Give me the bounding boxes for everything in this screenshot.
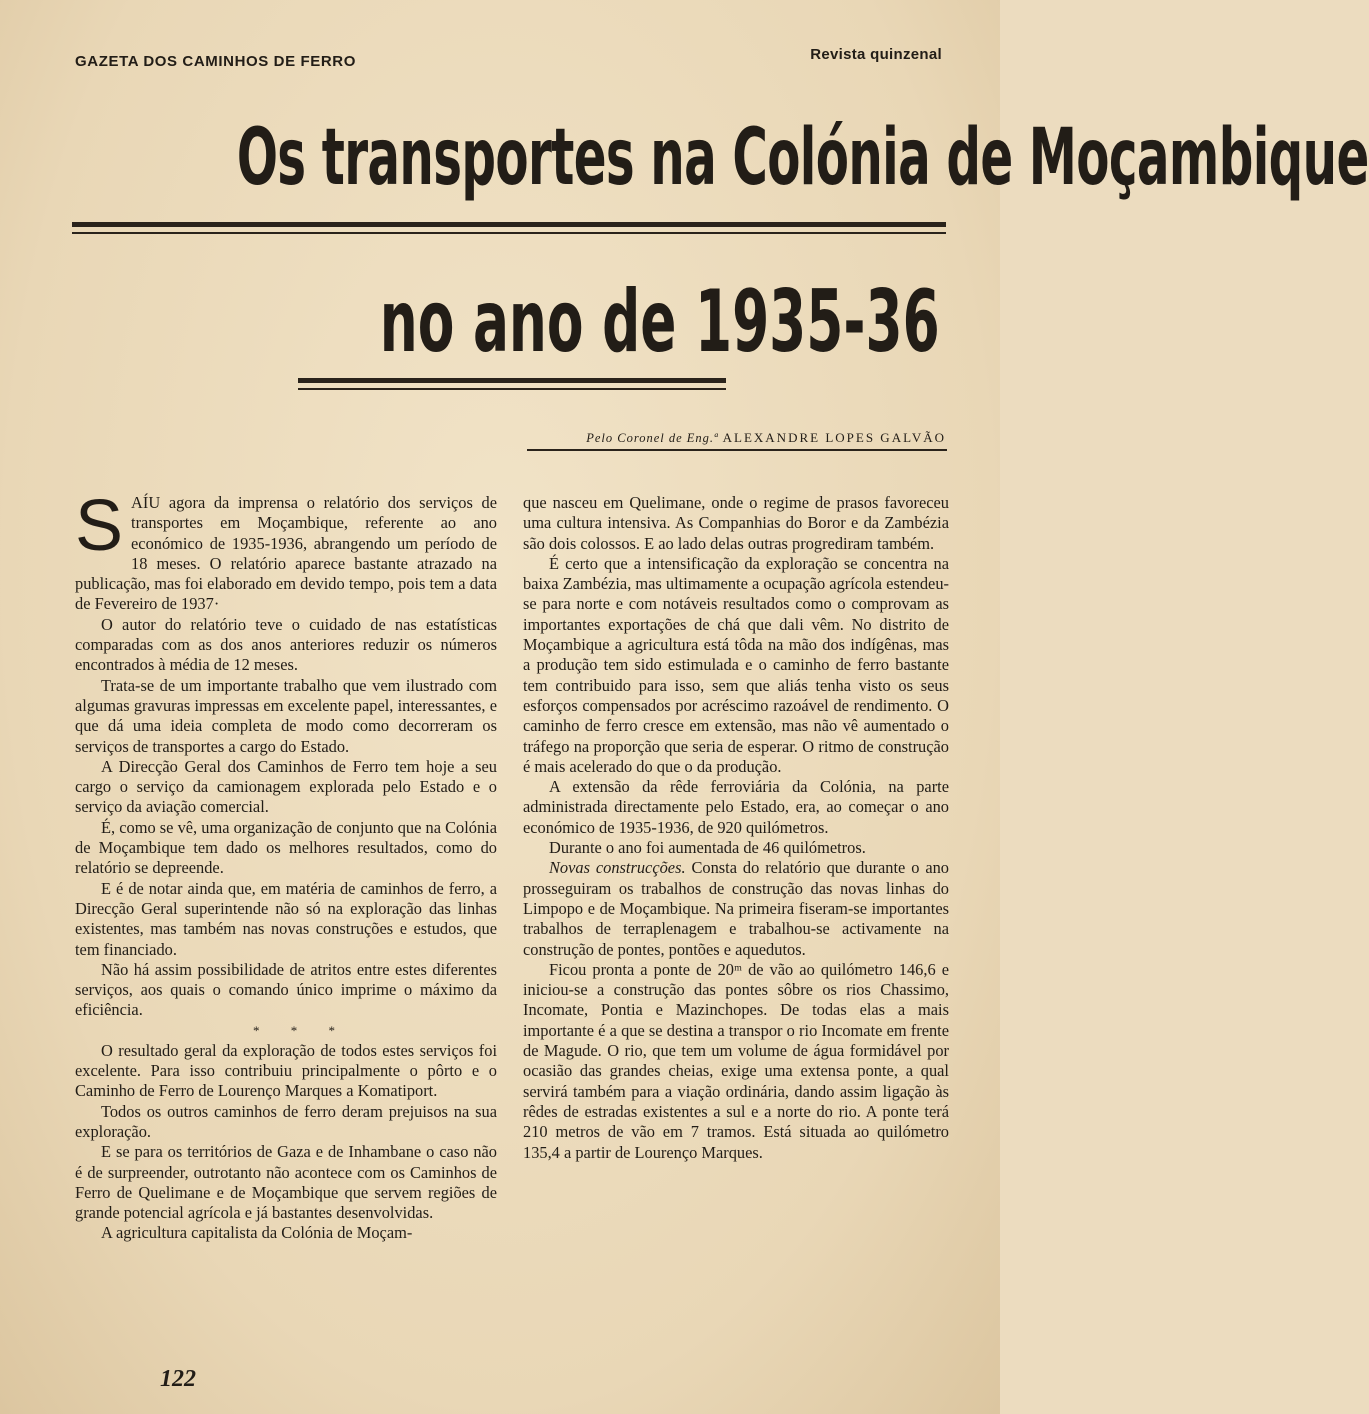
section-heading-novas-construccoes: Novas construcções. [549, 858, 686, 878]
periodicity-label: Revista quinzenal [810, 46, 942, 63]
section-separator: * * * [253, 1022, 349, 1038]
opening-paragraph [75, 486, 497, 615]
byline-rule [527, 449, 947, 451]
paragraph: A extensão da rêde ferroviária da Colónia, na parte administrada directamente pelo Estado, era, ao começar o ano económico de 1935-1936, de 920 quilómetros. [523, 777, 949, 837]
byline-prefix: Pelo Coronel de Eng.ª [586, 431, 719, 445]
title-rule-thin [72, 232, 946, 234]
paragraph: Durante o ano foi aumentada de 46 quilómetros. [549, 838, 866, 858]
subtitle-rule-thick [298, 378, 726, 383]
paragraph: É certo que a intensificação da exploração se concentra na baixa Zambézia, mas ultimamente a ocupação agrícola estendeu-se para norte e com notáveis resultados como o comprovam as importantes exportações de chá que dali vêm. No distrito de Moçambique a agricultura está tôda na mão dos indígênas, mas a produção tem sido estimulada e o caminho de ferro bastante tem contribuido para isso, sem que aliás tenha visto os seus esforços compensados por acréscimo razoável de rendimento. O caminho de ferro cresce em extensão, mas não vê aumentado o tráfego na proporção que seria de esperar. O ritmo de construção é mais acelerado do que o da produção. [523, 553, 949, 776]
article-title-line2: no ano de 1935-36 [379, 272, 940, 372]
paragraph: Ficou pronta a ponte de 20ᵐ de vão ao quilómetro 146,6 e iniciou-se a construção das pontes sôbre os rios Chassimo, Incomate, Pontia e Mazinchopes. De todas elas a mais importante é a que se destina a transpor o rio Incomate em frente de Magude. O rio, que tem um volume de água formidável por ocasião das grandes cheias, exige uma extensa ponte, a qual servirá também para a viação ordinária, dando assim ligação às rêdes de estradas existentes a sul e a norte do rio. A ponte terá 210 metros de vão em 7 tramos. Está situada ao quilómetro 135,4 a partir de Lourenço Marques. [523, 959, 949, 1162]
paragraph: O resultado geral da exploração de todos estes serviços foi excelente. Para isso contribuiu principalmente o pôrto e o Caminho de Ferro de Lourenço Marques a Komatiport. [75, 1040, 497, 1101]
journal-name: GAZETA DOS CAMINHOS DE FERRO [75, 53, 356, 70]
paragraph: que nasceu em Quelimane, onde o regime de prasos favoreceu uma cultura intensiva. As Companhias do Boror e da Zambézia são dois colossos. E ao lado delas outras progrediram também. [523, 493, 949, 553]
left-column [75, 486, 497, 1244]
paragraph: Trata-se de um importante trabalho que vem ilustrado com algumas gravuras impressas em excelente papel, interessantes, e que dá uma ideia completa de modo como decorreram os serviços de transportes a cargo do Estado. [75, 675, 497, 756]
paragraph: AÍU agora da imprensa o relatório dos serviços de transportes em Moçambique, referente ao ano económico de 1935-1936, abrangendo um período de 18 meses. O relatório aparece bastante atrazado na publicação, mas foi elaborado em devido tempo, pois tem a data de Fevereiro de 1937· [75, 493, 497, 614]
paragraph [523, 858, 949, 959]
author-name: ALEXANDRE LOPES GALVÃO [722, 430, 946, 445]
drop-cap: S [75, 486, 124, 566]
paragraph: É, como se vê, uma organização de conjunto que na Colónia de Moçambique tem dado os melhores resultados, como do relatório se depreende. [75, 817, 497, 878]
paragraph: E é de notar ainda que, em matéria de caminhos de ferro, a Direcção Geral superintende não só na exploração das linhas existentes, mas também nas novas construções e estudos, que tem financiado. [75, 878, 497, 959]
subtitle-rule-thin [298, 388, 726, 390]
right-column [523, 493, 949, 1163]
paragraph: A agricultura capitalista da Colónia de Moçam- [101, 1223, 413, 1243]
paragraph: O autor do relatório teve o cuidado de nas estatísticas comparadas com as dos anos anteriores reduzir os números encontrados à média de 12 meses. [75, 614, 497, 675]
title-rule-thick [72, 222, 946, 227]
article-title-line1: Os transportes na Colónia de Moçambique [236, 113, 1369, 203]
paragraph-text: Consta do relatório que durante o ano prosseguiram os trabalhos de construção das novas linhas do Limpopo e de Moçambique. Na primeira fiseram-se importantes trabalhos de terraplenagem e trabalhou-se activamente na construção de pontes, pontões e aquedutos. [523, 858, 949, 959]
paragraph: E se para os territórios de Gaza e de Inhambane o caso não é de surpreender, outrotanto não acontece com os Caminhos de Ferro de Quelimane e de Moçambique que servem regiões de grande potencial agrícola e já bastantes desenvolvidas. [75, 1142, 497, 1223]
page-number: 122 [160, 1366, 196, 1392]
byline [586, 430, 946, 446]
paragraph: Todos os outros caminhos de ferro deram prejuisos na sua exploração. [75, 1101, 497, 1141]
paragraph: A Direcção Geral dos Caminhos de Ferro tem hoje a seu cargo o serviço da camionagem explorada pelo Estado e o serviço da aviação comercial. [75, 756, 497, 817]
paragraph: Não há assim possibilidade de atritos entre estes diferentes serviços, aos quais o comando único imprime o máximo da eficiência. [75, 959, 497, 1020]
